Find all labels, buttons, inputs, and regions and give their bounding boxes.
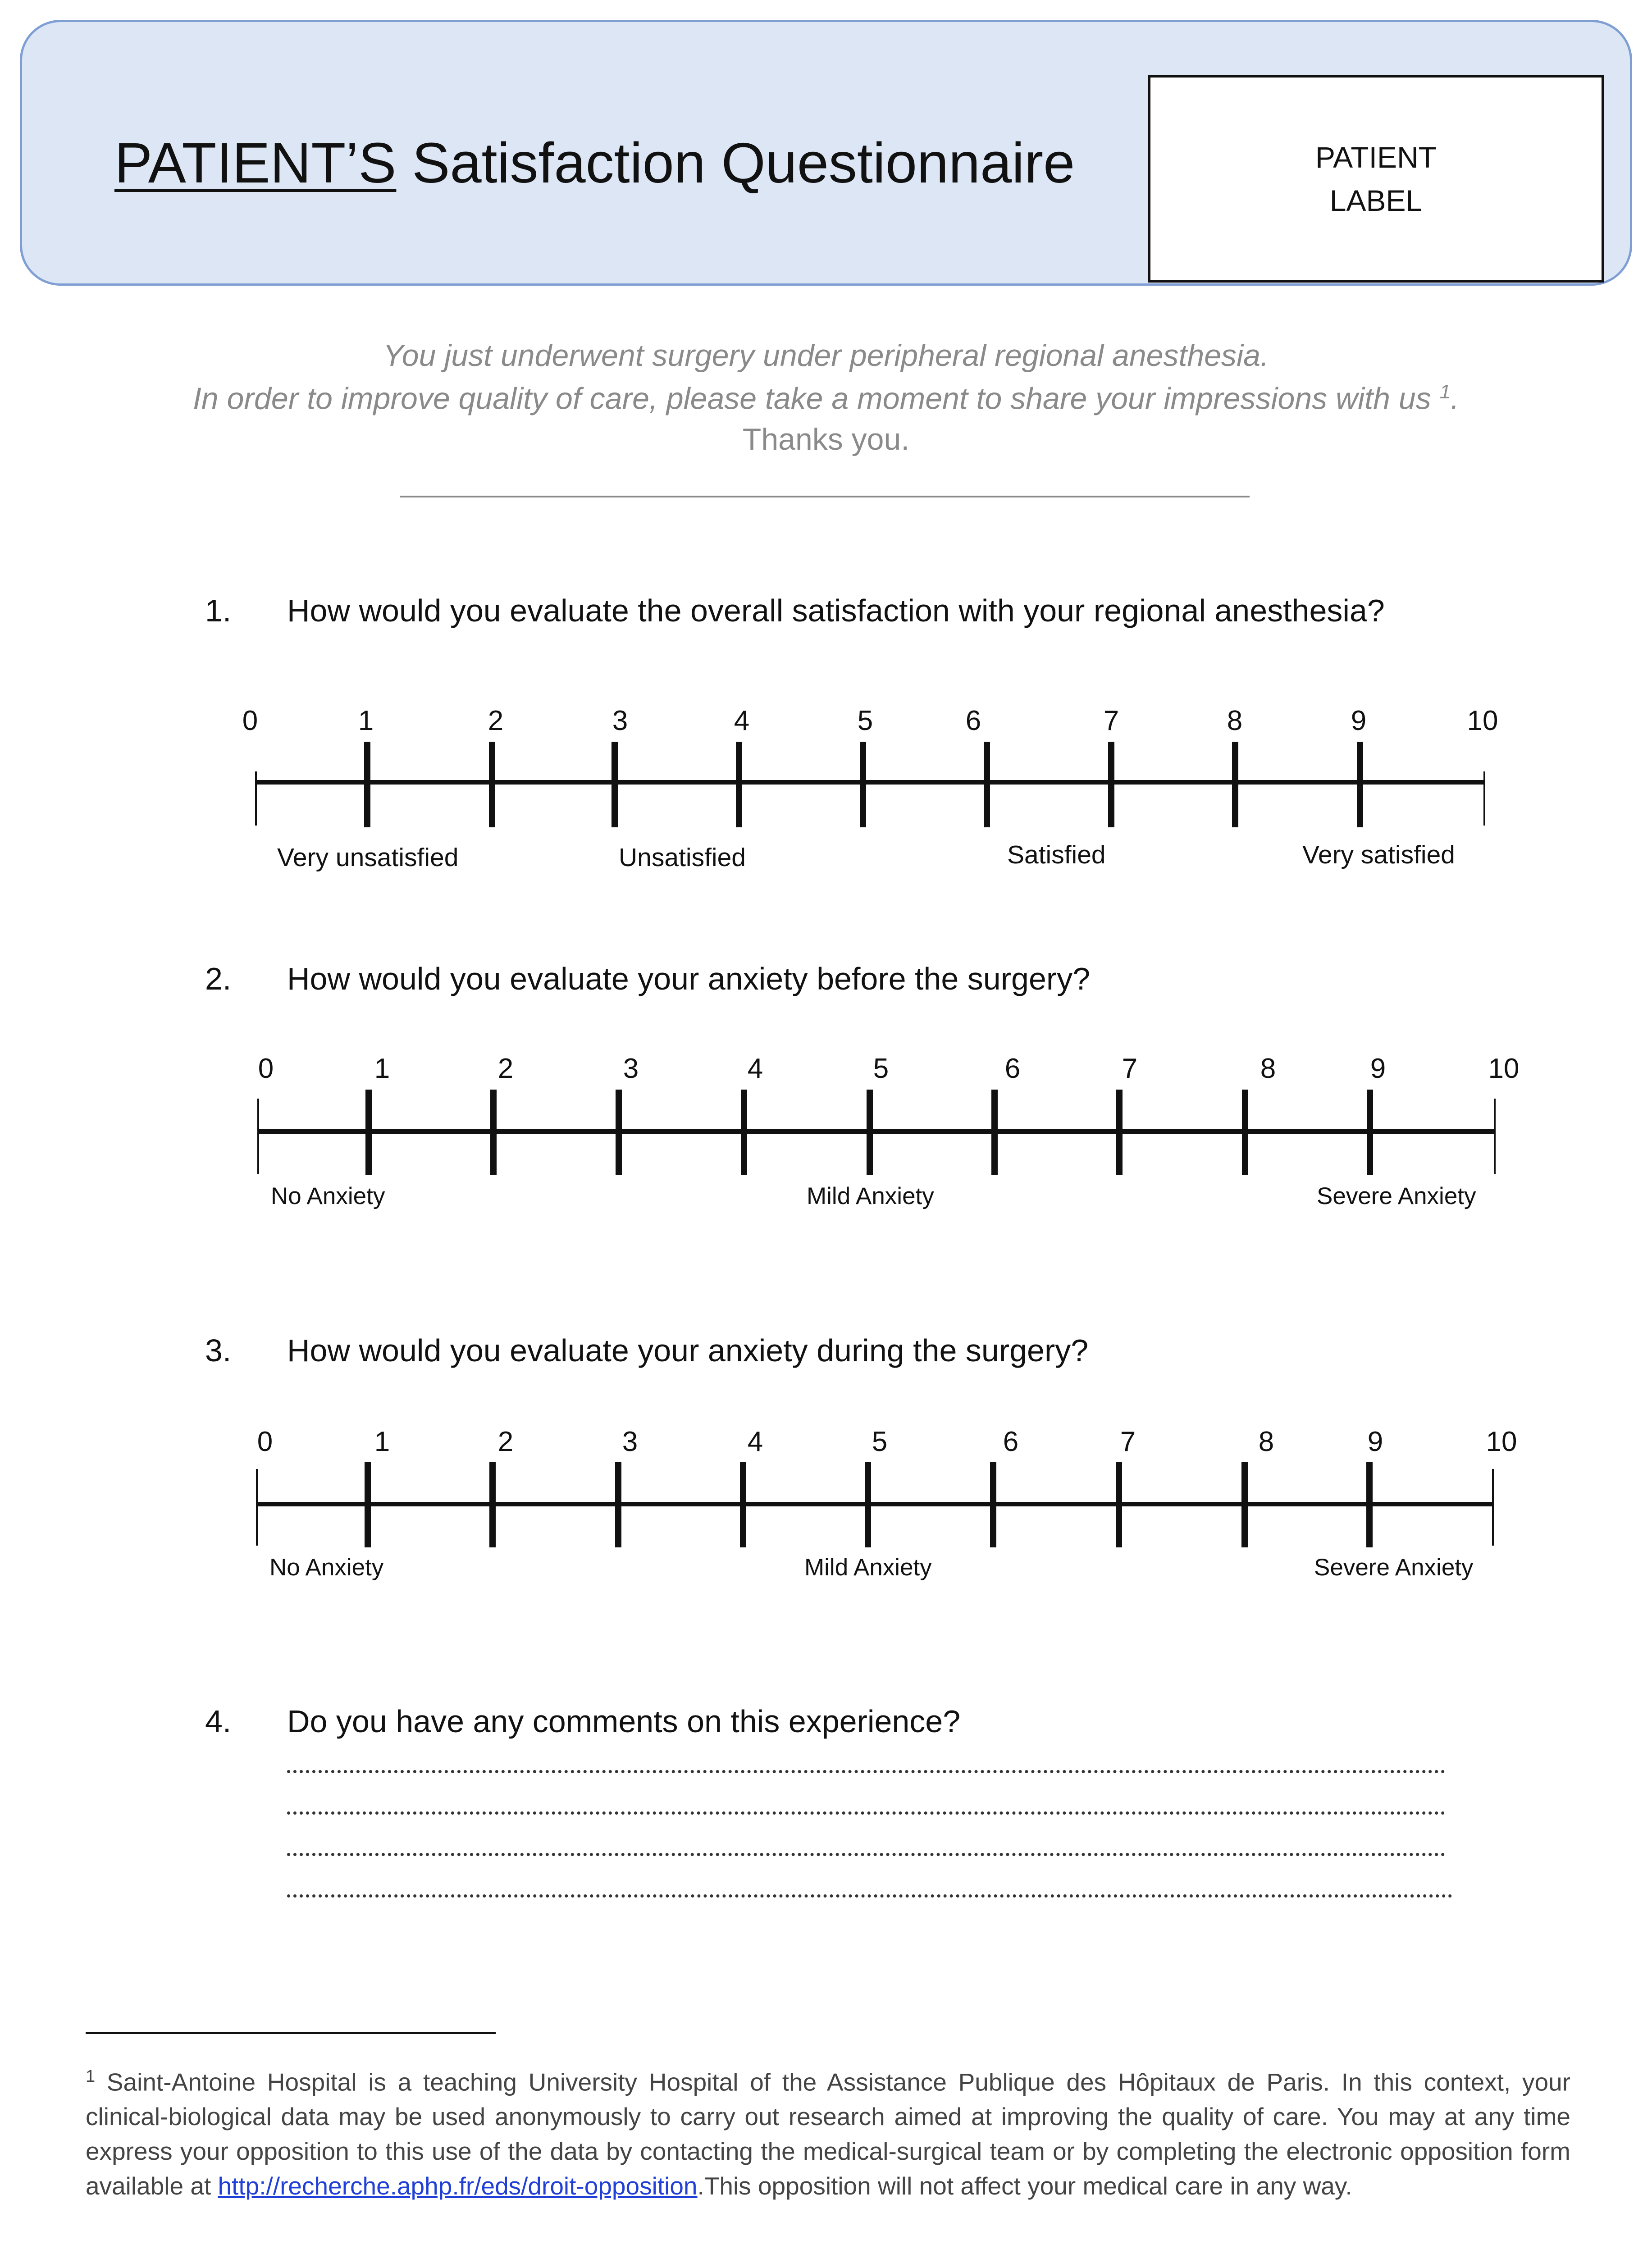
scale-3-tick-label: 2 — [497, 1426, 514, 1457]
scale-2-tick-label: 8 — [1260, 1053, 1276, 1084]
scale-1-tick-label: 9 — [1351, 705, 1367, 736]
scale-3-tick-label: 4 — [747, 1426, 763, 1457]
scale-1-tick-label: 3 — [612, 705, 628, 736]
patient-label-line2: LABEL — [1329, 184, 1423, 217]
footnote-text: Saint-Antoine Hospital is a teaching University Hospital of the Assistance Publique des Hôpitaux de Paris. In this context, your clinical-biological data may be used anonymously to carry out research aimed at improving the quality of care. You may at any time express your opposition to this use of the data by contacting the medical-surgical team or by completing the electronic opposition form available at — [86, 2068, 1570, 2200]
scale-2-tick-label: 10 — [1488, 1053, 1520, 1084]
scale-2-tick-label: 2 — [497, 1053, 514, 1084]
scale-1-tick-label: 5 — [857, 705, 873, 736]
scale-3-tick-label: 1 — [374, 1426, 390, 1457]
scale-3-tick-label: 7 — [1120, 1426, 1136, 1457]
scale-2-anchor-mild-anxiety: Mild Anxiety — [807, 1183, 934, 1209]
scale-3-tick-label: 3 — [622, 1426, 638, 1457]
scale-1-anchor-very-unsatisfied: Very unsatisfied — [277, 843, 459, 872]
scale-1-tick-label: 0 — [242, 705, 258, 736]
scale-1-tick-label: 1 — [358, 705, 374, 736]
question-3-text: How would you evaluate your anxiety during the surgery? — [287, 1333, 1089, 1368]
intro-footnote-ref: 1 — [1439, 381, 1451, 403]
scale-1-tick-label: 2 — [488, 705, 504, 736]
scale-1-tick-label: 4 — [734, 705, 750, 736]
question-1-number: 1. — [205, 593, 232, 628]
scale-1[interactable] — [242, 705, 1498, 872]
scale-2-tick-label: 7 — [1122, 1053, 1138, 1084]
scale-1-anchor-satisfied: Satisfied — [1007, 840, 1106, 869]
patient-label-line1: PATIENT — [1315, 141, 1437, 174]
title-patients: PATIENT’S — [114, 131, 397, 195]
scale-1-tick-label: 7 — [1103, 705, 1119, 736]
scale-2-anchor-no-anxiety: No Anxiety — [271, 1183, 385, 1209]
question-4-number: 4. — [205, 1704, 232, 1739]
comment-line-2[interactable] — [287, 1811, 1445, 1815]
footnote-rule — [86, 2032, 496, 2034]
footnote-text-end: .This opposition will not affect your medical care in any way. — [697, 2172, 1352, 2200]
question-4-text: Do you have any comments on this experience? — [287, 1704, 961, 1739]
scale-2-tick-label: 1 — [374, 1053, 390, 1084]
question-2-text: How would you evaluate your anxiety before the surgery? — [287, 961, 1091, 996]
intro-line-2-end: . — [1451, 381, 1460, 416]
scale-3-tick-label: 6 — [1003, 1426, 1019, 1457]
scale-1-tick-label: 8 — [1227, 705, 1243, 736]
intro-thanks: Thanks you. — [742, 422, 910, 456]
footnote — [86, 2059, 1570, 2203]
scale-3-anchor-mild-anxiety: Mild Anxiety — [804, 1554, 932, 1581]
scale-2-tick-label: 9 — [1370, 1053, 1386, 1084]
scale-2-tick-label: 3 — [623, 1053, 639, 1084]
question-2-number: 2. — [205, 961, 232, 996]
scale-2[interactable] — [258, 1053, 1520, 1209]
intro-line-2-text: In order to improve quality of care, please take a moment to share your impressions with us — [192, 381, 1431, 416]
question-1-text: How would you evaluate the overall satisfaction with your regional anesthesia? — [287, 593, 1385, 628]
scale-3-tick-label: 5 — [872, 1426, 888, 1457]
scale-2-tick-label: 4 — [747, 1053, 763, 1084]
title-rest: Satisfaction Questionnaire — [396, 131, 1075, 195]
scale-1-tick-label: 10 — [1467, 705, 1498, 736]
scale-2-tick-label: 6 — [1004, 1053, 1021, 1084]
intro-line-1: You just underwent surgery under peripheral regional anesthesia. — [383, 338, 1269, 373]
footnote-marker: 1 — [86, 2067, 96, 2086]
scale-3-tick-label: 9 — [1367, 1426, 1383, 1457]
scale-1-tick-label: 6 — [965, 705, 981, 736]
scale-2-anchor-severe-anxiety: Severe Anxiety — [1317, 1183, 1476, 1209]
scale-1-anchor-unsatisfied: Unsatisfied — [619, 843, 746, 872]
scale-3[interactable] — [257, 1426, 1517, 1581]
scale-3-anchor-no-anxiety: No Anxiety — [269, 1554, 384, 1581]
scale-3-tick-label: 10 — [1486, 1426, 1517, 1457]
scale-2-tick-label: 0 — [258, 1053, 274, 1084]
comment-line-1[interactable] — [287, 1770, 1445, 1773]
scale-2-tick-label: 5 — [873, 1053, 889, 1084]
scale-3-anchor-severe-anxiety: Severe Anxiety — [1314, 1554, 1474, 1581]
scale-3-tick-label: 0 — [257, 1426, 273, 1457]
scale-3-tick-label: 8 — [1258, 1426, 1274, 1457]
opposition-form-link[interactable]: http://recherche.aphp.fr/eds/droit-opposition — [218, 2172, 698, 2200]
comment-line-3[interactable] — [287, 1853, 1445, 1856]
question-3-number: 3. — [205, 1333, 232, 1368]
scale-1-anchor-very-satisfied: Very satisfied — [1302, 840, 1455, 869]
comment-line-4[interactable] — [287, 1894, 1452, 1898]
